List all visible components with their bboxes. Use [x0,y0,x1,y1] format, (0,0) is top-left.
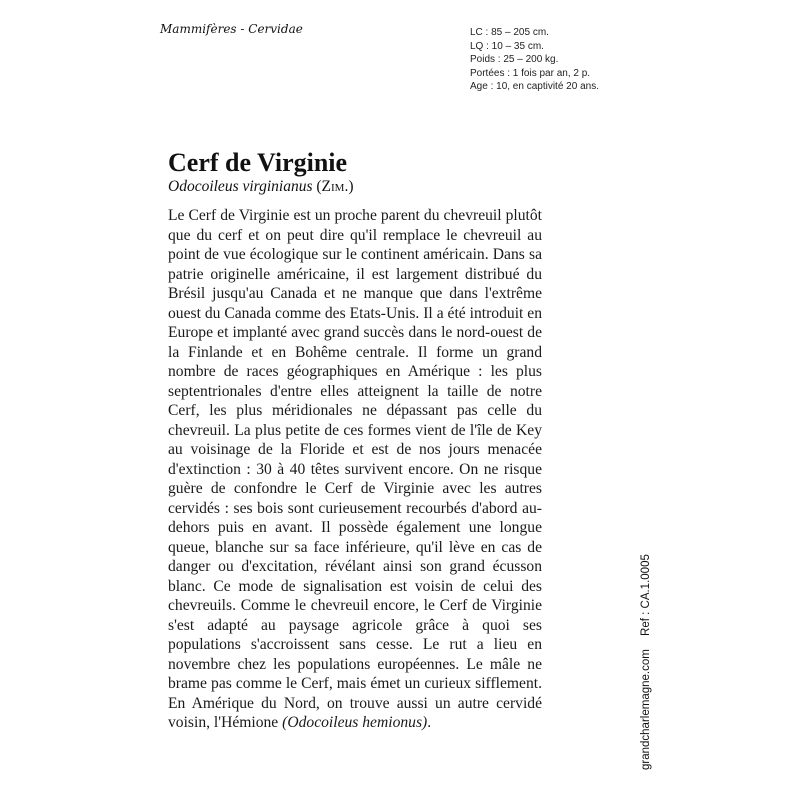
closing-scientific-name: (Odocoileus hemionus) [282,714,428,731]
closing-punctuation: . [427,714,432,731]
article-body [168,206,542,733]
stat-age: Age : 10, en captivité 20 ans. [470,81,599,92]
stat-litters: Portées : 1 fois par an, 2 p. [470,67,591,79]
page-title: Cerf de Virginie [168,148,348,177]
species-stats [470,26,599,94]
author-name: (Zim.) [316,178,354,195]
website-label: grandcharlemagne.com [640,649,652,770]
side-reference [640,554,652,770]
category-label: Mammifères - Cervidae [160,22,303,36]
scientific-name-line [168,178,354,196]
scientific-name: Odocoileus virginianus [168,178,313,195]
reference-code: Ref : CA.1.0005 [640,554,652,636]
stat-body-length: LC : 85 – 205 cm. [470,27,549,38]
stat-weight: Poids : 25 – 200 kg. [470,54,559,65]
article-paragraph [168,206,542,733]
stat-tail-length: LQ : 10 – 35 cm. [470,40,544,52]
article-text: Le Cerf de Virginie est un proche parent du chevreuil plutôt que du cerf et on peut dire qu'il remplace le chevreuil au point de vue écologique sur le continent américain. Dans sa patrie originelle américaine, il est largement distribué du Brésil jusqu'au Canada et ne manque que dans l'extrême ouest du Canada comme des Etats-Unis. Il a été introduit en Europe et implanté avec grand succès dans le nord-ouest de la Finlande et en Bohême centrale. Il forme un grand nombre de races géographiques en Amérique : les plus septentrionales d'entre elles atteignent la taille de notre Cerf, les plus méridionales ne dépassant pas celle du chevreuil. La plus petite de ces formes vient de l'île de Key au voisinage de la Floride et est de nos jours menacée d'extinction : 30 à 40 têtes survivent encore. On ne risque guère de confondre le Cerf de Virginie avec les autres cervidés : ses bois sont curieusement recourbés d'abord au-dehors puis en avant. Il possède également une longue queue, blanche sur sa face inférieure, qu'il lève en cas de danger ou d'excitation, révélant ainsi son grand écusson blanc. Ce mode de signalisation est voisin de celui des chevreuils. Comme le chevreuil encore, le Cerf de Virginie s'est adapté au paysage agricole grâce à quoi ses populations s'accroissent sans cesse. Le rut a lieu en novembre chez les populations européennes. Le mâle ne brame pas comme le Cerf, mais émet un curieux sifflement. En Amérique du Nord, on trouve aussi un autre cervidé voisin, l'Hémione [168,207,542,731]
